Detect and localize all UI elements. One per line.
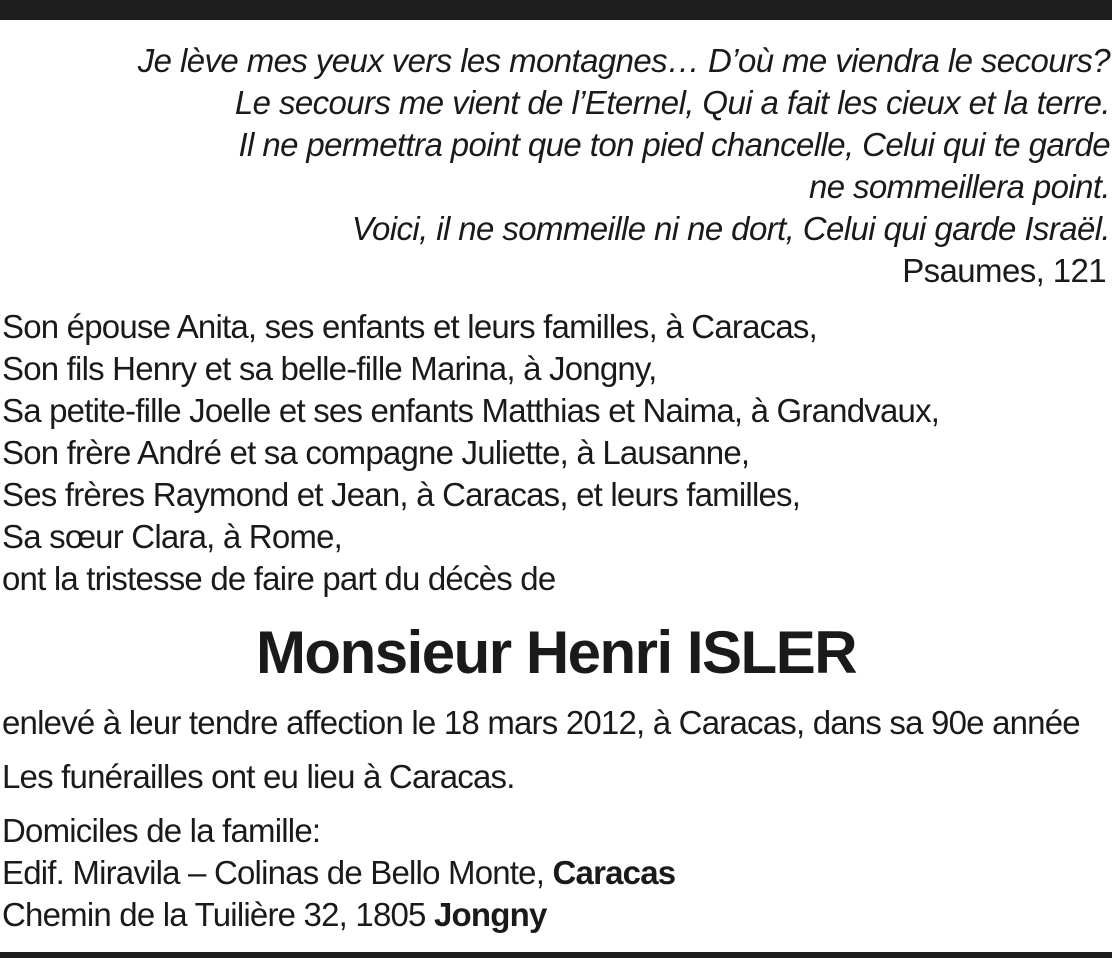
funeral-notice: Les funérailles ont eu lieu à Caracas.: [2, 758, 515, 795]
address-city: Caracas: [552, 854, 676, 891]
address-jongny: [2, 894, 547, 936]
verse-line: Le secours me vient de l’Eternel, Qui a fait les cieux et la terre.: [234, 84, 1110, 121]
family-line: Sa petite-fille Joelle et ses enfants Matthias et Naima, à Grandvaux,: [2, 392, 940, 429]
verse-line: Il ne permettra point que ton pied chancelle, Celui qui te garde: [238, 126, 1110, 163]
death-notice: enlevé à leur tendre affection le 18 mars 2012, à Caracas, dans sa 90e année: [2, 704, 1080, 741]
verse-line: Je lève mes yeux vers les montagnes… D’où me viendra le secours?: [137, 42, 1110, 79]
family-line: Sa sœur Clara, à Rome,: [2, 518, 343, 555]
family-line: ont la tristesse de faire part du décès de: [2, 560, 556, 597]
verse-source: Psaumes, 121: [902, 252, 1106, 289]
domiciles-label: Domiciles de la famille:: [2, 812, 321, 849]
verse-line: ne sommeillera point.: [808, 168, 1110, 205]
address-city: Jongny: [433, 896, 547, 933]
family-line: Ses frères Raymond et Jean, à Caracas, et leurs familles,: [2, 476, 801, 513]
deceased-name: Monsieur Henri ISLER: [255, 619, 857, 686]
top-border-rule: [0, 0, 1112, 20]
verse-line: Voici, il ne sommeille ni ne dort, Celui qui garde Israël.: [351, 210, 1110, 247]
address-street: Chemin de la Tuilière 32, 1805: [2, 896, 434, 933]
family-line: Son fils Henry et sa belle-fille Marina, à Jongny,: [2, 350, 657, 387]
psalm-verse: [10, 40, 1110, 250]
bottom-border-rule: [0, 952, 1112, 958]
family-line: Son frère André et sa compagne Juliette, à Lausanne,: [2, 434, 750, 471]
address-caracas: [2, 852, 675, 894]
address-street: Edif. Miravila – Colinas de Bello Monte,: [2, 854, 553, 891]
family-announcement: [2, 306, 939, 600]
family-line: Son épouse Anita, ses enfants et leurs familles, à Caracas,: [2, 308, 817, 345]
